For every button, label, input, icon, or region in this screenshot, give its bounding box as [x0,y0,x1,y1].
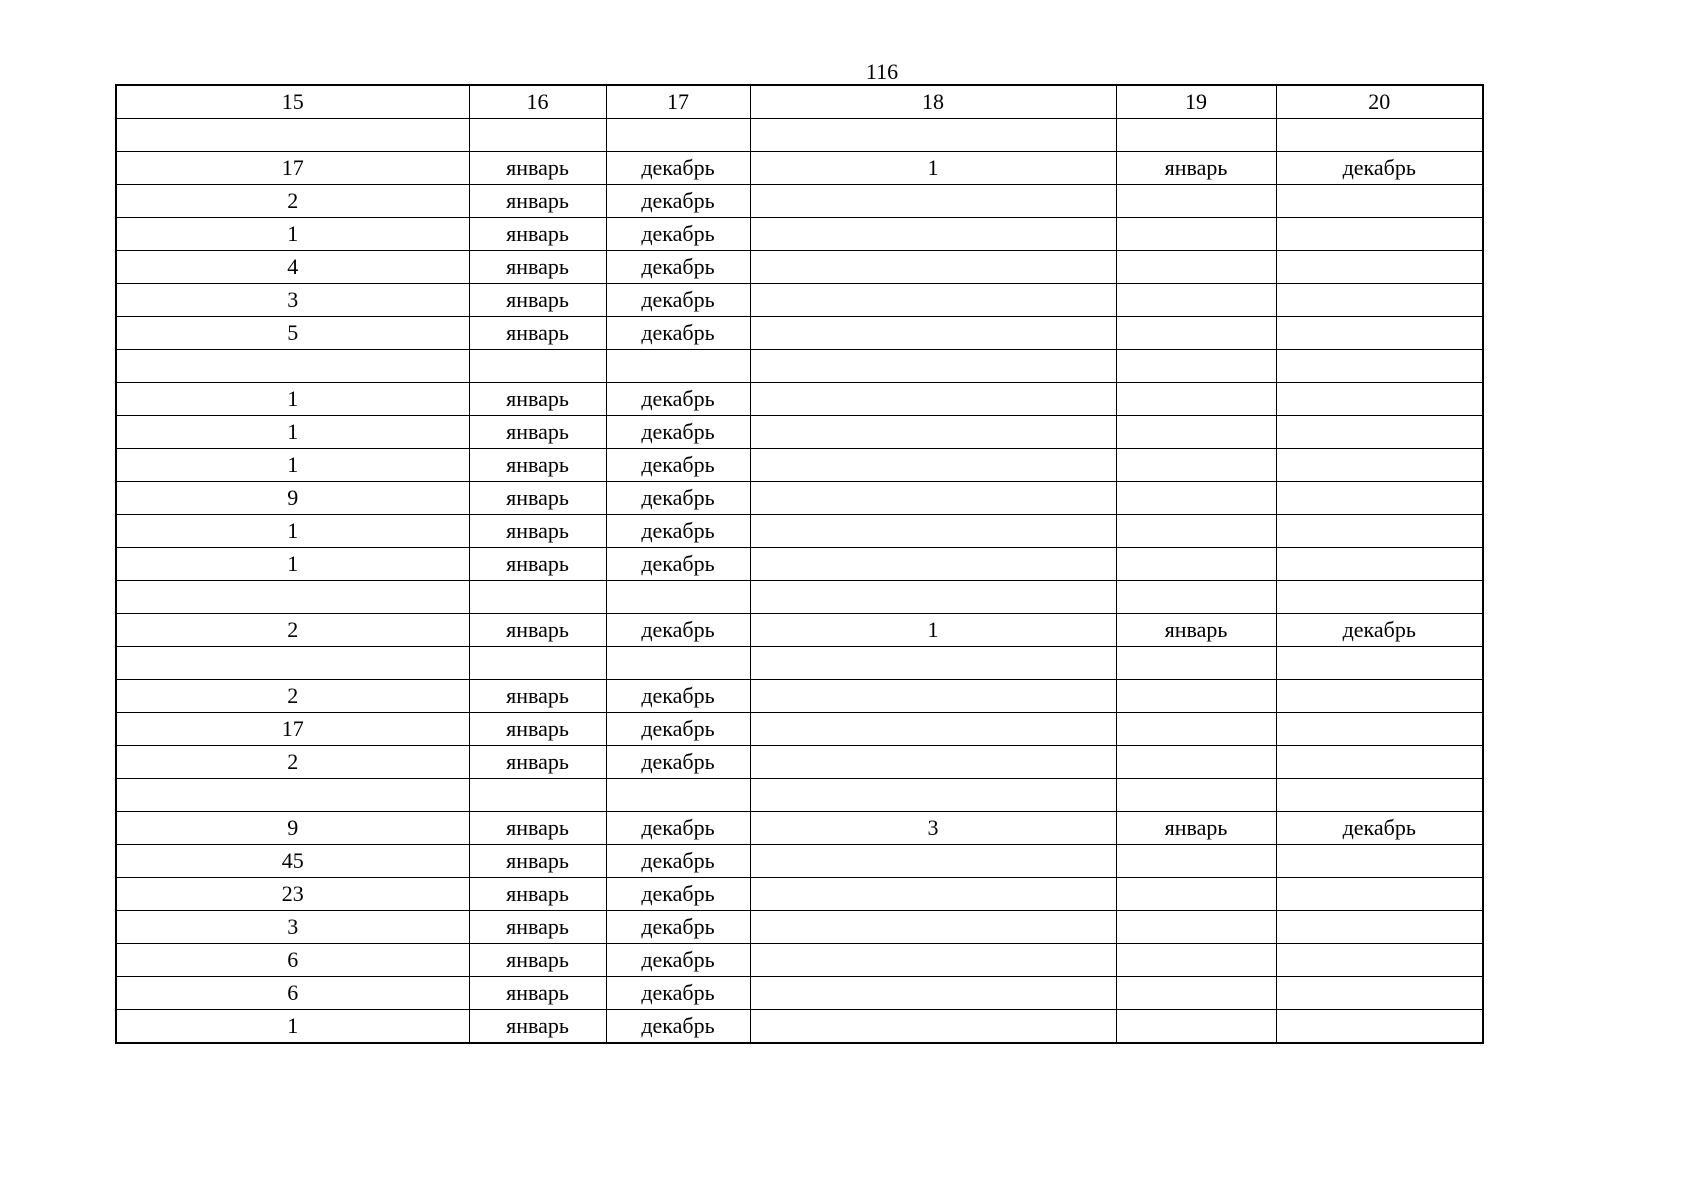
table-cell [1276,680,1483,713]
table-cell [1116,1010,1276,1044]
table-cell: январь [469,977,606,1010]
data-table [115,84,1484,1044]
table-cell: январь [469,878,606,911]
table-row [116,317,1483,350]
table-cell [1276,977,1483,1010]
table-cell [1116,218,1276,251]
table-cell [606,350,750,383]
table-cell [469,581,606,614]
table-cell [1116,779,1276,812]
table-cell [750,317,1116,350]
table-cell [1276,713,1483,746]
table-cell: январь [469,1010,606,1044]
table-cell [1276,119,1483,152]
table-cell [469,350,606,383]
table-cell [1116,416,1276,449]
column-header: 16 [469,85,606,119]
table-cell [469,779,606,812]
table-cell [1116,251,1276,284]
table-cell [750,119,1116,152]
table-cell: январь [469,218,606,251]
table-cell: январь [1116,614,1276,647]
table-row [116,284,1483,317]
table-cell [1276,779,1483,812]
table-row [116,185,1483,218]
table-cell: декабрь [1276,152,1483,185]
table-cell: декабрь [606,284,750,317]
table-cell: декабрь [606,548,750,581]
table-cell [1276,746,1483,779]
table-cell [1276,878,1483,911]
table-cell [116,647,469,680]
table-cell: январь [469,449,606,482]
table-cell: 1 [750,614,1116,647]
table-cell [1276,482,1483,515]
table-cell [1276,383,1483,416]
table-cell [1276,284,1483,317]
table-cell [1116,119,1276,152]
table-row [116,515,1483,548]
table-cell [1276,185,1483,218]
table-cell: 17 [116,713,469,746]
table-cell: декабрь [606,515,750,548]
table-cell [469,647,606,680]
table-cell [750,449,1116,482]
table-cell [1276,218,1483,251]
table-cell: декабрь [606,911,750,944]
table-cell: январь [469,251,606,284]
table-cell [750,911,1116,944]
table-cell: январь [469,416,606,449]
table-cell: 3 [750,812,1116,845]
table-cell: декабрь [606,449,750,482]
table-cell [1116,581,1276,614]
table-cell: 1 [116,548,469,581]
table-row [116,647,1483,680]
table-cell [1276,944,1483,977]
table-cell [750,581,1116,614]
column-header: 20 [1276,85,1483,119]
table-cell [1276,845,1483,878]
table-cell: декабрь [606,977,750,1010]
table-cell: 17 [116,152,469,185]
table-cell: декабрь [1276,812,1483,845]
table-cell: 2 [116,680,469,713]
column-header: 15 [116,85,469,119]
table-cell: январь [1116,812,1276,845]
table-row [116,251,1483,284]
table-cell: декабрь [606,317,750,350]
table-row [116,548,1483,581]
table-cell: 23 [116,878,469,911]
table-cell: январь [469,284,606,317]
table-cell: январь [469,911,606,944]
table-cell: январь [469,713,606,746]
table-row [116,581,1483,614]
table-cell [1116,878,1276,911]
table-row [116,779,1483,812]
table-cell [1116,482,1276,515]
column-header: 18 [750,85,1116,119]
table-row [116,680,1483,713]
table-cell [1276,449,1483,482]
table-cell: декабрь [606,746,750,779]
table-cell [750,845,1116,878]
table-row [116,350,1483,383]
table-cell: январь [469,515,606,548]
table-cell: декабрь [606,251,750,284]
table-cell [116,350,469,383]
table-cell [1116,944,1276,977]
table-cell: январь [469,614,606,647]
table-cell: 1 [116,449,469,482]
table-cell [750,977,1116,1010]
table-cell: 1 [116,416,469,449]
table-row [116,482,1483,515]
table-row [116,1010,1483,1044]
table-cell: декабрь [606,812,750,845]
table-cell: 3 [116,911,469,944]
table-row [116,218,1483,251]
table-row [116,614,1483,647]
table-cell [750,713,1116,746]
table-row [116,878,1483,911]
table-cell [1116,350,1276,383]
table-cell: декабрь [606,185,750,218]
table-cell: декабрь [606,383,750,416]
table-cell: декабрь [606,680,750,713]
table-cell [750,647,1116,680]
table-cell [1116,317,1276,350]
table-cell [1116,911,1276,944]
table-cell: декабрь [606,416,750,449]
table-cell [606,581,750,614]
table-cell: январь [469,845,606,878]
table-cell [1276,1010,1483,1044]
table-cell [750,482,1116,515]
table-cell: декабрь [606,1010,750,1044]
table-cell [750,680,1116,713]
table-cell [1116,185,1276,218]
table-cell [1116,647,1276,680]
table-cell: 2 [116,614,469,647]
table-cell [1116,548,1276,581]
table-cell: декабрь [606,878,750,911]
table-cell [750,944,1116,977]
table-cell: 1 [750,152,1116,185]
table-cell [750,878,1116,911]
table-cell [116,581,469,614]
table-cell: 1 [116,515,469,548]
table-row [116,977,1483,1010]
table-cell: декабрь [606,152,750,185]
table-cell [1116,845,1276,878]
table-row [116,746,1483,779]
table-cell: 2 [116,746,469,779]
table-cell: январь [469,944,606,977]
table-cell: январь [469,548,606,581]
table-cell [1116,449,1276,482]
table-cell: январь [1116,152,1276,185]
table-cell [116,119,469,152]
table-cell: январь [469,812,606,845]
column-header: 19 [1116,85,1276,119]
table-cell: 3 [116,284,469,317]
table-cell [1276,515,1483,548]
table-cell: 6 [116,977,469,1010]
table-row [116,911,1483,944]
table-cell: 2 [116,185,469,218]
table-cell: 1 [116,1010,469,1044]
table-cell: 1 [116,218,469,251]
table-cell [750,515,1116,548]
table-cell [1276,317,1483,350]
table-cell: январь [469,383,606,416]
table-row [116,449,1483,482]
table-cell: декабрь [606,713,750,746]
table-row [116,152,1483,185]
table-cell [750,251,1116,284]
table-cell: декабрь [606,614,750,647]
table-cell [750,284,1116,317]
table-cell: 9 [116,812,469,845]
table-row [116,383,1483,416]
table-cell [1116,284,1276,317]
table-row [116,713,1483,746]
table-cell [606,779,750,812]
table-cell [1276,911,1483,944]
table-row [116,845,1483,878]
table-cell [750,746,1116,779]
table-cell [750,779,1116,812]
table-cell: 5 [116,317,469,350]
table-cell: январь [469,746,606,779]
table-cell: 4 [116,251,469,284]
table-cell: декабрь [606,218,750,251]
table-cell [606,647,750,680]
table-cell: январь [469,317,606,350]
table-row [116,812,1483,845]
table-cell [1276,416,1483,449]
table-cell [1116,383,1276,416]
table-cell [1276,581,1483,614]
table-cell: январь [469,152,606,185]
table-cell [750,548,1116,581]
table-cell: декабрь [606,482,750,515]
table-cell [1116,680,1276,713]
table-cell [750,350,1116,383]
table-cell [1116,515,1276,548]
table-cell [1276,647,1483,680]
table-cell [1116,746,1276,779]
table-cell [750,218,1116,251]
table-cell [1276,350,1483,383]
table-cell: 1 [116,383,469,416]
table-cell [750,1010,1116,1044]
table-cell [1276,251,1483,284]
table-cell: 9 [116,482,469,515]
table-header-row [116,85,1483,119]
table-cell [1116,713,1276,746]
page-number: 116 [865,59,899,84]
table-cell [750,383,1116,416]
table-cell [469,119,606,152]
table-cell: январь [469,185,606,218]
table-cell [750,185,1116,218]
table-cell [606,119,750,152]
table-cell: декабрь [1276,614,1483,647]
table-cell [750,416,1116,449]
table-cell: 45 [116,845,469,878]
table-cell [116,779,469,812]
table-cell: январь [469,680,606,713]
table-cell: 6 [116,944,469,977]
table-body [116,85,1483,1043]
table-cell [1116,977,1276,1010]
table-cell: декабрь [606,845,750,878]
table-row [116,944,1483,977]
table-row [116,119,1483,152]
table-cell [1276,548,1483,581]
table-cell: декабрь [606,944,750,977]
column-header: 17 [606,85,750,119]
table-cell: январь [469,482,606,515]
table-row [116,416,1483,449]
